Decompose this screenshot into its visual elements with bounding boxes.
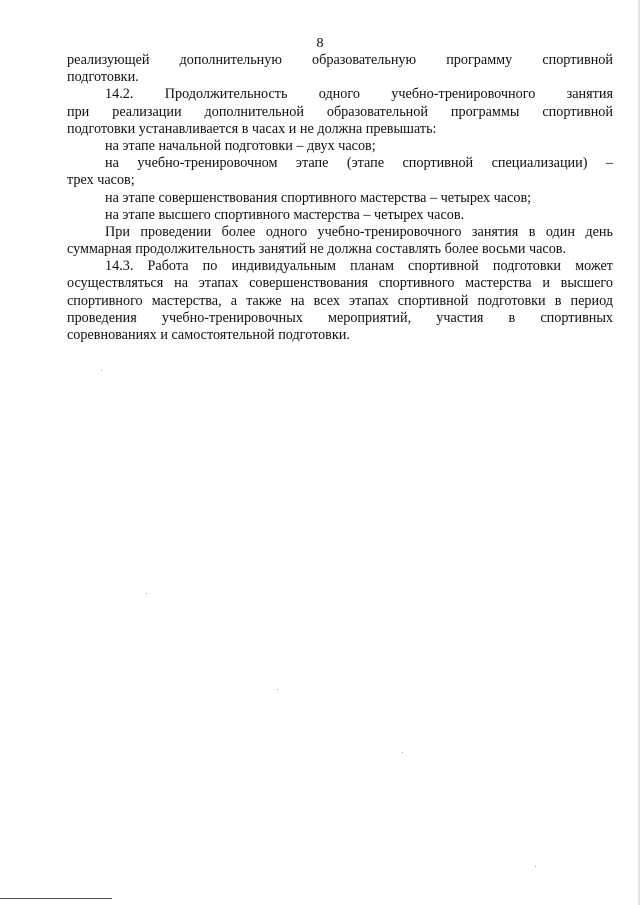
scan-speck — [277, 689, 278, 690]
text-line: осуществляться на этапах совершенствования спортивного мастерства и высшего — [67, 275, 613, 292]
scan-speck — [101, 370, 102, 371]
text-line: при реализации дополнительной образовательной программы спортивной — [67, 103, 613, 120]
text-line: трех часов; — [67, 172, 135, 189]
scan-speck — [535, 866, 536, 867]
text-line: 14.2. Продолжительность одного учебно-тренировочного занятия — [105, 86, 613, 103]
page-number: 8 — [316, 36, 324, 51]
text-line: проведения учебно-тренировочных мероприятий, участия в спортивных — [67, 309, 613, 326]
scan-speck — [402, 752, 403, 753]
scan-edge-line — [0, 898, 112, 899]
text-line: суммарная продолжительность занятий не должна составлять более восьми часов. — [67, 241, 567, 258]
text-line: подготовки устанавливается в часах и не должна превышать: — [67, 120, 437, 137]
text-line: на этапе высшего спортивного мастерства – четырех часов. — [105, 206, 465, 223]
text-line: на этапе начальной подготовки – двух часов; — [105, 137, 376, 154]
text-line: на этапе совершенствования спортивного мастерства – четырех часов; — [105, 189, 532, 206]
document-body — [67, 52, 613, 344]
text-line: При проведении более одного учебно-тренировочного занятия в один день — [105, 223, 613, 240]
text-line: на учебно-тренировочном этапе (этапе спортивной специализации) – — [105, 155, 613, 172]
text-line: 14.3. Работа по индивидуальным планам спортивной подготовки может — [105, 258, 613, 275]
text-line: спортивного мастерства, а также на всех этапах спортивной подготовки в период — [67, 292, 613, 309]
scan-speck — [146, 593, 147, 594]
text-line: подготовки. — [67, 69, 139, 86]
text-line: реализующей дополнительную образовательную программу спортивной — [67, 52, 613, 68]
text-line: соревнованиях и самостоятельной подготовки. — [67, 327, 350, 343]
